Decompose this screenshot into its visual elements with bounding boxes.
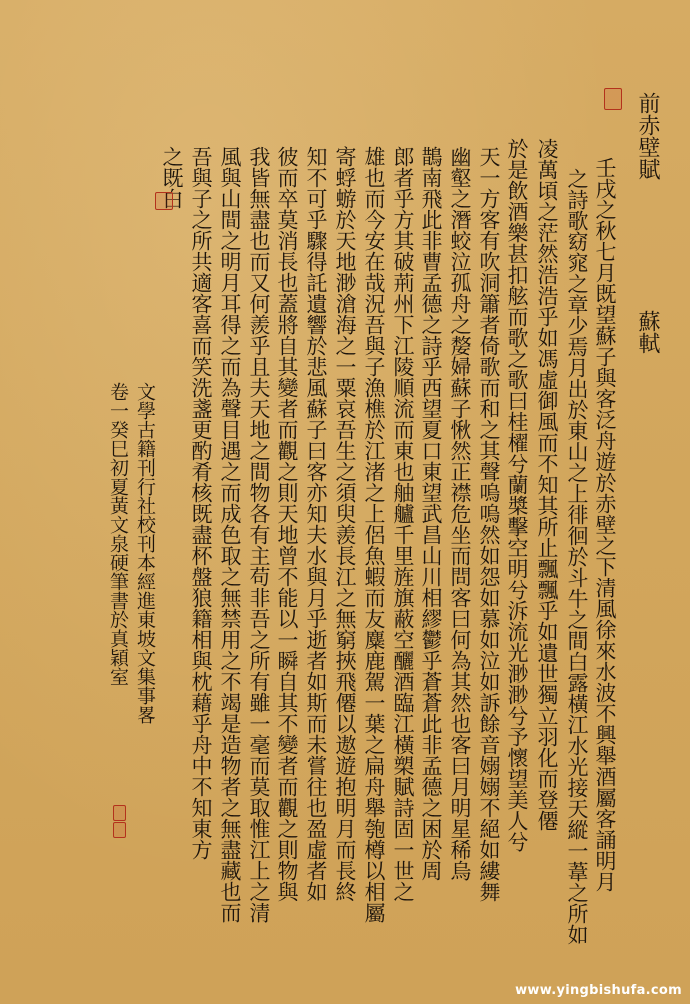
body-column: 壬戌之秋七月既望蘇子與客泛舟遊於赤壁之下清風徐來水波不興舉酒屬客誦明月 [593, 157, 617, 892]
seal-bottom-1 [113, 805, 126, 821]
title-column [636, 92, 658, 354]
body-column: 我皆無盡也而又何羨乎且夫天地之間物各有主苟非吾之所有雖一毫而莫取惟江上之清 [247, 146, 271, 923]
body-column: 彼而卒莫消長也蓋將自其變者而觀之則天地曾不能以一瞬自其不變者而觀之則物與 [275, 146, 299, 902]
body-column: 鵲南飛此非曹孟德之詩乎西望夏口東望武昌山川相繆鬱乎蒼蒼此非孟德之困於周 [419, 146, 443, 881]
website-url: www.yingbishufa.com [515, 983, 682, 998]
body-column: 知不可乎驟得託遺響於悲風蘇子曰客亦知夫水與月乎逝者如斯而未嘗往也盈虛者如 [304, 146, 328, 902]
body-column: 吾與子之所共適客喜而笑洗盞更酌肴核既盡杯盤狼籍相與枕藉乎舟中不知東方 [189, 146, 213, 860]
seal-top [604, 88, 622, 110]
body-column: 風與山間之明月耳得之而為聲目遇之而成色取之無禁用之不竭是造物者之無盡藏也而 [218, 146, 242, 923]
body-column: 凌萬頃之茫然浩浩乎如馮虛御風而不知其所止飄飄乎如遺世獨立羽化而登僊 [535, 138, 559, 831]
inscription-column: 文學古籍刊行社校刊本經進東坡文集事畧 [134, 382, 156, 724]
inscription-column: 卷一癸巳初夏黃文泉硬筆書於真穎室 [107, 382, 129, 686]
body-column: 於是飲酒樂甚扣舷而歌之歌曰桂櫂兮蘭槳擊空明兮泝流光渺渺兮予懷望美人兮 [505, 138, 529, 852]
body-column: 天一方客有吹洞簫者倚歌而和之其聲嗚嗚然如怨如慕如泣如訴餘音嫋嫋不絕如縷舞 [477, 146, 501, 902]
body-column: 寄蜉蝣於天地渺滄海之一粟哀吾生之須臾羨長江之無窮挾飛僊以遨遊抱明月而長終 [333, 146, 357, 902]
poem-title: 前赤壁賦 [635, 92, 660, 180]
body-column: 之詩歌窈窕之章少焉月出於東山之上徘徊於斗牛之間白露橫江水光接天縱一葦之所如 [565, 168, 589, 945]
seal-bottom-2 [113, 822, 126, 838]
body-column: 之既白 [160, 146, 184, 209]
body-column: 郎者乎方其破荊州下江陵順流而東也舳艫千里旌旗蔽空釃酒臨江橫槊賦詩固一世之 [391, 146, 415, 902]
body-column: 幽壑之潛蛟泣孤舟之嫠婦蘇子愀然正襟危坐而問客曰何為其然也客曰月明星稀烏 [448, 146, 472, 881]
poem-author: 蘇軾 [635, 310, 660, 354]
body-column: 雄也而今安在哉況吾與子漁樵於江渚之上侶魚蝦而友麋鹿駕一葉之扁舟舉匏樽以相屬 [362, 146, 386, 923]
seal-middle [155, 192, 173, 210]
